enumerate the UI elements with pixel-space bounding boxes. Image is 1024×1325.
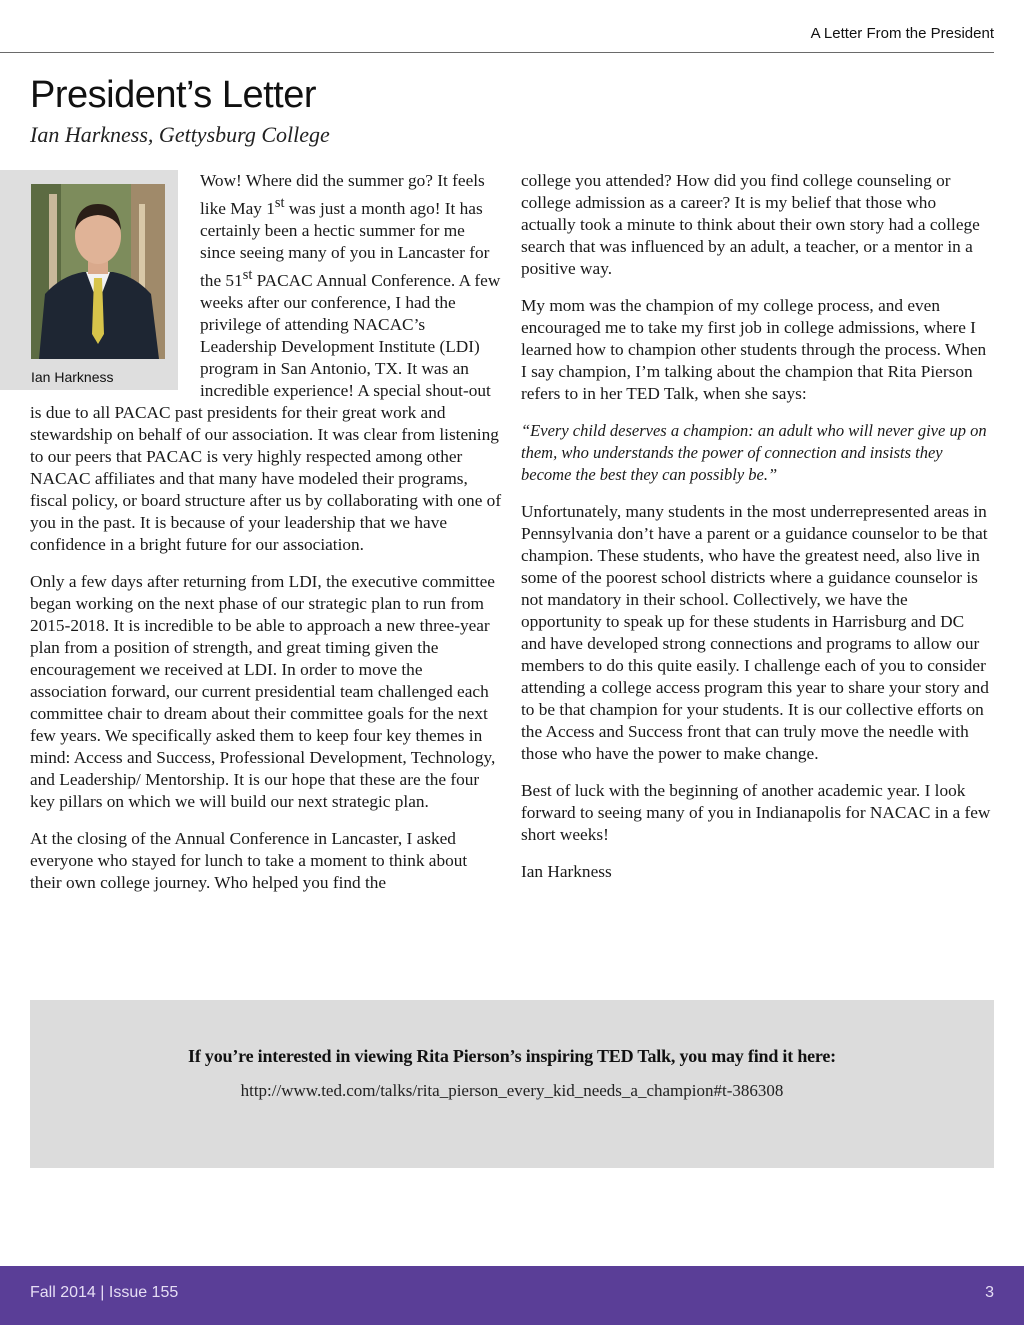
section-header: A Letter From the President xyxy=(810,25,994,42)
page-number: 3 xyxy=(985,1284,994,1301)
issue-label: Fall 2014 | Issue 155 xyxy=(30,1284,179,1301)
paragraph-4: My mom was the champion of my college process, and even encouraged me to take my first job in college admissions, where I learned how to champion other students through the process. When I say champion, I’m talking about the champion that Rita Pierson refers to in her TED Talk, when she says: xyxy=(521,296,987,403)
ted-talk-link[interactable]: http://www.ted.com/talks/rita_pierson_every_kid_needs_a_champion#t-386308 xyxy=(240,1081,784,1100)
paragraph-6: Best of luck with the beginning of another academic year. I look forward to seeing many of you in Indianapolis for NACAC in a few short weeks! xyxy=(521,781,991,844)
paragraph-1-part-c: PACAC Annual Conference. A few weeks after our conference, I had the privilege of attending NACAC’s Leadership Development Institute (LDI) program in San Antonio, TX. It was an incredible experience! A special shout-out is due to all PACAC past presidents for their great work and stewardship on behalf of our association. It was clear from listening to our peers that PACAC is very highly respected among other NACAC affiliates and that many have modeled their programs, fiscal policy, or board structure after us by collaborating with one of you in the past. It is because of your leadership that we have confidence in a bright future for our association. xyxy=(30,270,502,554)
callout-heading: If you’re interested in viewing Rita Pierson’s inspiring TED Talk, you may find it here: xyxy=(188,1046,836,1066)
ordinal-suffix: st xyxy=(242,266,253,283)
portrait-illustration xyxy=(31,184,165,359)
byline: Ian Harkness, Gettysburg College xyxy=(30,122,330,147)
quote: “Every child deserves a champion: an adult who will never give up on them, who understands the power of connection and insists they become the best they can possibly be.” xyxy=(521,421,987,484)
header-divider xyxy=(0,52,994,53)
photo-caption: Ian Harkness xyxy=(31,369,114,385)
paragraph-1-part-b: was just a month ago! It has certainly been a hectic summer for me since seeing many of you in Lancaster for the 51 xyxy=(200,198,490,290)
paragraph-3-continued: college you attended? How did you find college counseling or college admission as a career? It is my belief that those who actually took a minute to think about their own story had a college search that was influenced by an adult, a teacher, or a mentor in a positive way. xyxy=(521,171,980,278)
footer-bar xyxy=(0,1266,1024,1325)
paragraph-5: Unfortunately, many students in the most underrepresented areas in Pennsylvania don’t have a parent or a guidance counselor to be that champion. These students, who have the greatest need, also live in some of the poorest school districts where a guidance counselor is not mandatory in their school. Collectively, we have the opportunity to speak up for these students in Harrisburg and DC and have developed strong connections and programs to allow our members to do this quite easily. I challenge each of you to consider attending a college access program this year to share your story and to be that champion for your students. It is our collective efforts on the Access and Success front that can truly move the needle with those who have the power to make change. xyxy=(521,502,989,763)
right-column xyxy=(521,170,991,898)
photo-box xyxy=(0,170,178,390)
callout-box xyxy=(30,1000,994,1168)
signature: Ian Harkness xyxy=(521,862,612,881)
ordinal-suffix: st xyxy=(274,195,285,211)
paragraph-1-part-a: Wow! Where did the summer go? It feels like May 1 xyxy=(200,171,485,218)
author-photo xyxy=(31,184,165,359)
left-column xyxy=(30,170,502,909)
paragraph-3-start: At the closing of the Annual Conference in Lancaster, I asked everyone who stayed for lunch to take a moment to think about their own college journey. Who helped you find the xyxy=(30,828,468,892)
paragraph-2: Only a few days after returning from LDI, the executive committee began working on the next phase of our strategic plan to run from 2015-2018. It is incredible to be able to approach a new three-year plan from a position of strength, and great timing given the encouragement we received at LDI. In order to move the association forward, our current presidential team challenged each committee chair to dream about their committee goals for the next few years. We specifically asked them to keep four key themes in mind: Access and Success, Professional Development, Technology, and Leadership/ Mentorship. It is our hope that these are the four key pillars on which we will build our next strategic plan. xyxy=(30,571,496,811)
page-title: President’s Letter xyxy=(30,74,317,116)
